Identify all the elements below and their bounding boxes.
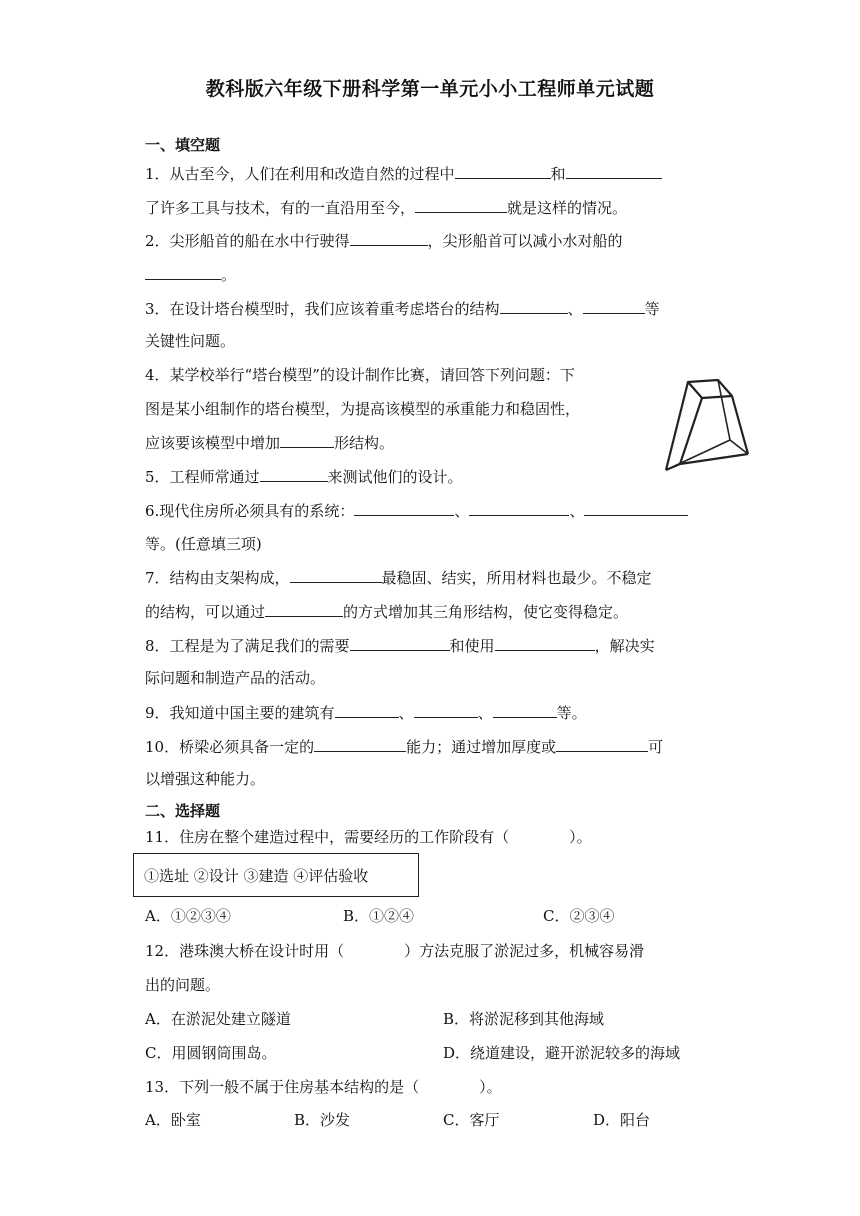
question-12-line-2: 出的问题。 — [145, 976, 221, 994]
tower-edge — [732, 396, 748, 454]
answer-blank[interactable] — [493, 702, 557, 718]
answer-blank[interactable] — [414, 702, 478, 718]
question-5: 5．工程师常通过 来测试他们的设计。 — [145, 468, 463, 486]
question-2-line-1: 2．尖形船首的船在水中行驶得 ，尖形船首可以减小水对船的 — [145, 232, 623, 250]
question-10-line-1: 10．桥梁必须具备一定的 能力；通过增加厚度或 可 — [145, 738, 664, 756]
question-13-option-b[interactable]: B．沙发 — [294, 1111, 351, 1129]
question-7-line-1: 7．结构由支架构成， 最稳固、结实，所用材料也最少。不稳定 — [145, 569, 652, 587]
question-12-option-d[interactable]: D．绕道建设，避开淤泥较多的海域 — [443, 1044, 681, 1062]
section-choice-heading: 二、选择题 — [145, 802, 221, 820]
stage-list-text: ①选址 ②设计 ③建造 ④评估验收 — [144, 867, 369, 885]
question-4-line-1: 4．某学校举行“塔台模型”的设计制作比赛，请回答下列问题：下 — [145, 366, 575, 384]
question-11-option-c[interactable]: C．②③④ — [543, 907, 615, 925]
question-13-stem: 13．下列一般不属于住房基本结构的是（ ）。 — [145, 1078, 502, 1096]
question-8-line-1: 8．工程是为了满足我们的需要 和使用 ，解决实 — [145, 637, 655, 655]
tower-base-edge — [666, 440, 730, 470]
question-12-option-c[interactable]: C．用圆钢筒围岛。 — [145, 1044, 277, 1062]
question-10-line-2: 以增强这种能力。 — [145, 770, 266, 788]
question-1-line-2: 了许多工具与技术，有的一直沿用至今， 就是这样的情况。 — [145, 199, 628, 217]
question-1-line-1: 1．从古至今，人们在利用和改造自然的过程中 和 — [145, 163, 662, 184]
answer-blank[interactable] — [290, 567, 382, 583]
answer-blank[interactable] — [584, 500, 688, 516]
answer-blank[interactable] — [556, 736, 648, 752]
answer-blank[interactable] — [469, 500, 569, 516]
question-3-line-2: 关键性问题。 — [145, 332, 236, 350]
question-7-line-2: 的结构，可以通过 的方式增加其三角形结构，使它变得稳定。 — [145, 603, 629, 621]
question-11-option-a[interactable]: A．①②③④ — [145, 907, 231, 925]
answer-blank[interactable] — [354, 500, 454, 516]
question-11-stem: 11．住房在整个建造过程中，需要经历的工作阶段有（ ）。 — [145, 828, 592, 846]
question-12-option-b[interactable]: B．将淤泥移到其他海域 — [443, 1010, 605, 1028]
answer-blank[interactable] — [280, 432, 334, 448]
question-4-line-3: 应该要该模型中增加 形结构。 — [145, 434, 395, 452]
question-4-line-2: 图是某小组制作的塔台模型，为提高该模型的承重能力和稳固性， — [145, 400, 581, 418]
answer-blank[interactable] — [314, 736, 406, 752]
answer-blank[interactable] — [500, 298, 568, 314]
answer-blank[interactable] — [583, 298, 645, 314]
answer-blank[interactable] — [415, 197, 507, 213]
answer-blank[interactable] — [350, 230, 428, 246]
answer-blank[interactable] — [260, 466, 328, 482]
tower-edge — [666, 382, 688, 470]
tower-top-face — [688, 380, 732, 398]
answer-blank[interactable] — [566, 163, 662, 179]
stage-list-box — [133, 853, 419, 897]
question-13-option-c[interactable]: C．客厅 — [443, 1111, 500, 1129]
answer-blank[interactable] — [145, 264, 221, 280]
question-9: 9．我知道中国主要的建筑有 、 、 等。 — [145, 704, 587, 722]
question-6-line-1: 6.现代住房所必须具有的系统： 、 、 — [145, 500, 688, 521]
question-12-option-a[interactable]: A．在淤泥处建立隧道 — [145, 1010, 291, 1028]
question-13-option-d[interactable]: D．阳台 — [593, 1111, 651, 1129]
answer-blank[interactable] — [265, 601, 343, 617]
page-title: 教科版六年级下册科学第一单元小小工程师单元试题 — [205, 78, 655, 100]
answer-blank[interactable] — [335, 702, 399, 718]
section-fill-in-heading: 一、填空题 — [145, 136, 221, 154]
question-13-option-a[interactable]: A．卧室 — [145, 1111, 201, 1129]
tower-model-figure — [660, 376, 752, 474]
question-12-line-1: 12．港珠澳大桥在设计时用（ ）方法克服了淤泥过多，机械容易滑 — [145, 942, 645, 960]
tower-edge — [718, 380, 730, 440]
question-8-line-2: 际问题和制造产品的活动。 — [145, 669, 326, 687]
answer-blank[interactable] — [455, 163, 551, 179]
answer-blank[interactable] — [495, 635, 595, 651]
question-3-line-1: 3．在设计塔台模型时，我们应该着重考虑塔台的结构 、 等 — [145, 300, 660, 318]
answer-blank[interactable] — [350, 635, 450, 651]
question-11-option-b[interactable]: B．①②④ — [343, 907, 415, 925]
question-6-line-2: 等。(任意填三项) — [145, 535, 262, 553]
question-2-line-2: 。 — [145, 264, 236, 285]
